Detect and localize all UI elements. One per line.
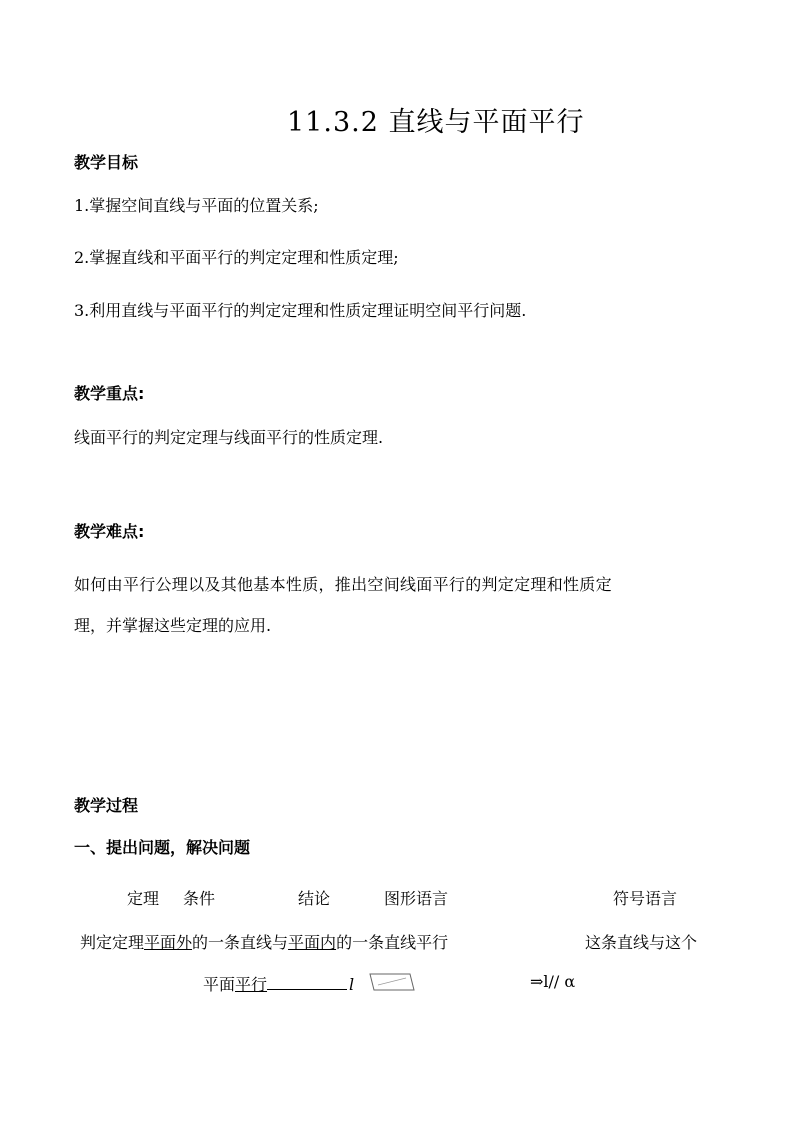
difficulties-line-1: 如何由平行公理以及其他基本性质，推出空间线面平行的判定定理和性质定 <box>74 575 612 594</box>
difficulties-heading: 教学难点: <box>74 522 145 541</box>
row1-text-a: 的一条直线与 <box>192 933 289 952</box>
key-points-heading: 教学重点: <box>74 384 145 403</box>
process-heading: 教学过程 <box>74 796 139 815</box>
line-label: l <box>349 975 355 994</box>
line-in-plane <box>378 978 406 985</box>
page-title: 11.3.2 直线与平面平行 <box>287 107 585 138</box>
row1-text-b: 的一条直线平行 <box>336 933 449 952</box>
row1-parallel: 平行 <box>235 975 268 994</box>
row1-conclusion: 这条直线与这个 <box>585 933 698 952</box>
objectives-heading: 教学目标 <box>74 153 139 172</box>
objective-item-1: 1.掌握空间直线与平面的位置关系; <box>74 196 319 215</box>
row1-name: 判定定理 <box>80 933 145 952</box>
plane-figure <box>368 972 418 992</box>
objective-item-2: 2.掌握直线和平面平行的判定定理和性质定理; <box>74 248 399 267</box>
header-theorem: 定理 <box>127 889 160 908</box>
section-1-heading: 一、提出问题，解决问题 <box>74 838 251 857</box>
objective-item-3: 3.利用直线与平面平行的判定定理和性质定理证明空间平行问题. <box>74 301 527 320</box>
row1-symbol: ⇒l// α <box>530 972 576 991</box>
header-figure: 图形语言 <box>384 889 449 908</box>
plane-parallelogram <box>370 974 414 990</box>
row1-inside: 平面内 <box>288 933 337 952</box>
header-conclusion: 结论 <box>298 889 331 908</box>
row1-plane: 平面 <box>203 975 236 994</box>
row1-conclusion-cont <box>203 972 354 995</box>
header-symbol: 符号语言 <box>613 889 678 908</box>
fill-blank <box>267 975 347 990</box>
header-condition: 条件 <box>183 889 216 908</box>
difficulties-line-2: 理，并掌握这些定理的应用. <box>74 616 272 635</box>
row1-condition <box>80 930 448 953</box>
row1-outside: 平面外 <box>144 933 193 952</box>
key-points-text: 线面平行的判定定理与线面平行的性质定理. <box>74 428 384 447</box>
